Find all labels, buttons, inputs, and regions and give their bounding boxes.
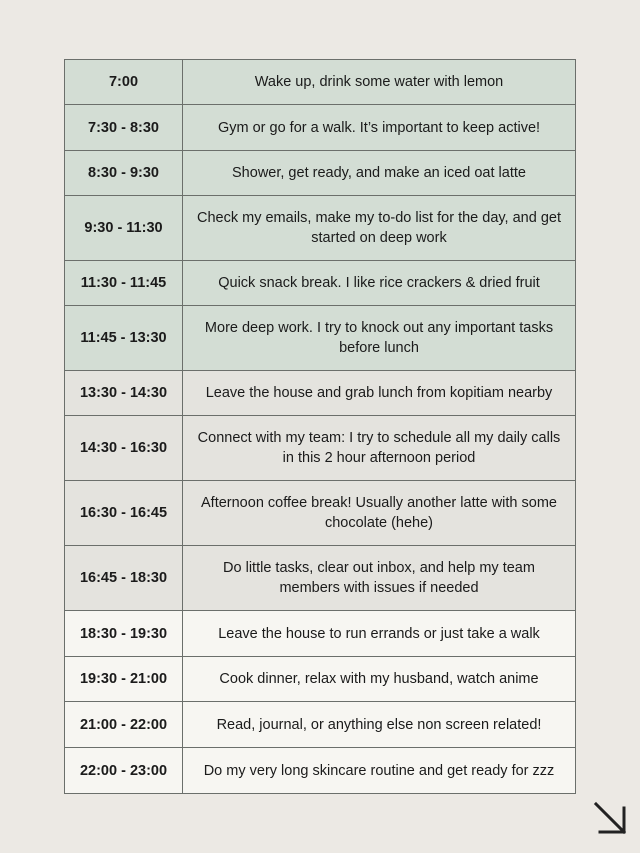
time-cell: 8:30 - 9:30 xyxy=(65,151,183,196)
schedule-row xyxy=(65,416,576,481)
activity-cell: Gym or go for a walk. It’s important to keep active! xyxy=(183,105,576,151)
activity-cell: Afternoon coffee break! Usually another latte with some chocolate (hehe) xyxy=(183,481,576,546)
time-cell: 9:30 - 11:30 xyxy=(65,196,183,261)
time-cell: 21:00 - 22:00 xyxy=(65,702,183,748)
schedule-row xyxy=(65,481,576,546)
schedule-row xyxy=(65,196,576,261)
schedule-row xyxy=(65,306,576,371)
activity-cell: Connect with my team: I try to schedule all my daily calls in this 2 hour afternoon period xyxy=(183,416,576,481)
time-cell: 11:30 - 11:45 xyxy=(65,261,183,306)
activity-cell: Leave the house to run errands or just take a walk xyxy=(183,611,576,657)
time-cell: 16:45 - 18:30 xyxy=(65,546,183,611)
activity-cell: Shower, get ready, and make an iced oat latte xyxy=(183,151,576,196)
time-cell: 16:30 - 16:45 xyxy=(65,481,183,546)
time-cell: 19:30 - 21:00 xyxy=(65,657,183,702)
schedule-row xyxy=(65,748,576,794)
time-cell: 13:30 - 14:30 xyxy=(65,371,183,416)
schedule-row xyxy=(65,702,576,748)
time-cell: 14:30 - 16:30 xyxy=(65,416,183,481)
schedule-row xyxy=(65,60,576,105)
schedule-row xyxy=(65,105,576,151)
schedule-row xyxy=(65,657,576,702)
schedule-table xyxy=(64,59,576,794)
activity-cell: Wake up, drink some water with lemon xyxy=(183,60,576,105)
time-cell: 22:00 - 23:00 xyxy=(65,748,183,794)
schedule-row xyxy=(65,261,576,306)
schedule-row xyxy=(65,546,576,611)
time-cell: 7:00 xyxy=(65,60,183,105)
activity-cell: Check my emails, make my to-do list for the day, and get started on deep work xyxy=(183,196,576,261)
schedule-row xyxy=(65,151,576,196)
activity-cell: Leave the house and grab lunch from kopitiam nearby xyxy=(183,371,576,416)
schedule-row xyxy=(65,611,576,657)
time-cell: 11:45 - 13:30 xyxy=(65,306,183,371)
arrow-down-right-icon xyxy=(592,800,628,836)
time-cell: 18:30 - 19:30 xyxy=(65,611,183,657)
time-cell: 7:30 - 8:30 xyxy=(65,105,183,151)
activity-cell: More deep work. I try to knock out any important tasks before lunch xyxy=(183,306,576,371)
activity-cell: Do my very long skincare routine and get ready for zzz xyxy=(183,748,576,794)
activity-cell: Quick snack break. I like rice crackers & dried fruit xyxy=(183,261,576,306)
activity-cell: Do little tasks, clear out inbox, and help my team members with issues if needed xyxy=(183,546,576,611)
schedule-row xyxy=(65,371,576,416)
activity-cell: Read, journal, or anything else non screen related! xyxy=(183,702,576,748)
activity-cell: Cook dinner, relax with my husband, watch anime xyxy=(183,657,576,702)
